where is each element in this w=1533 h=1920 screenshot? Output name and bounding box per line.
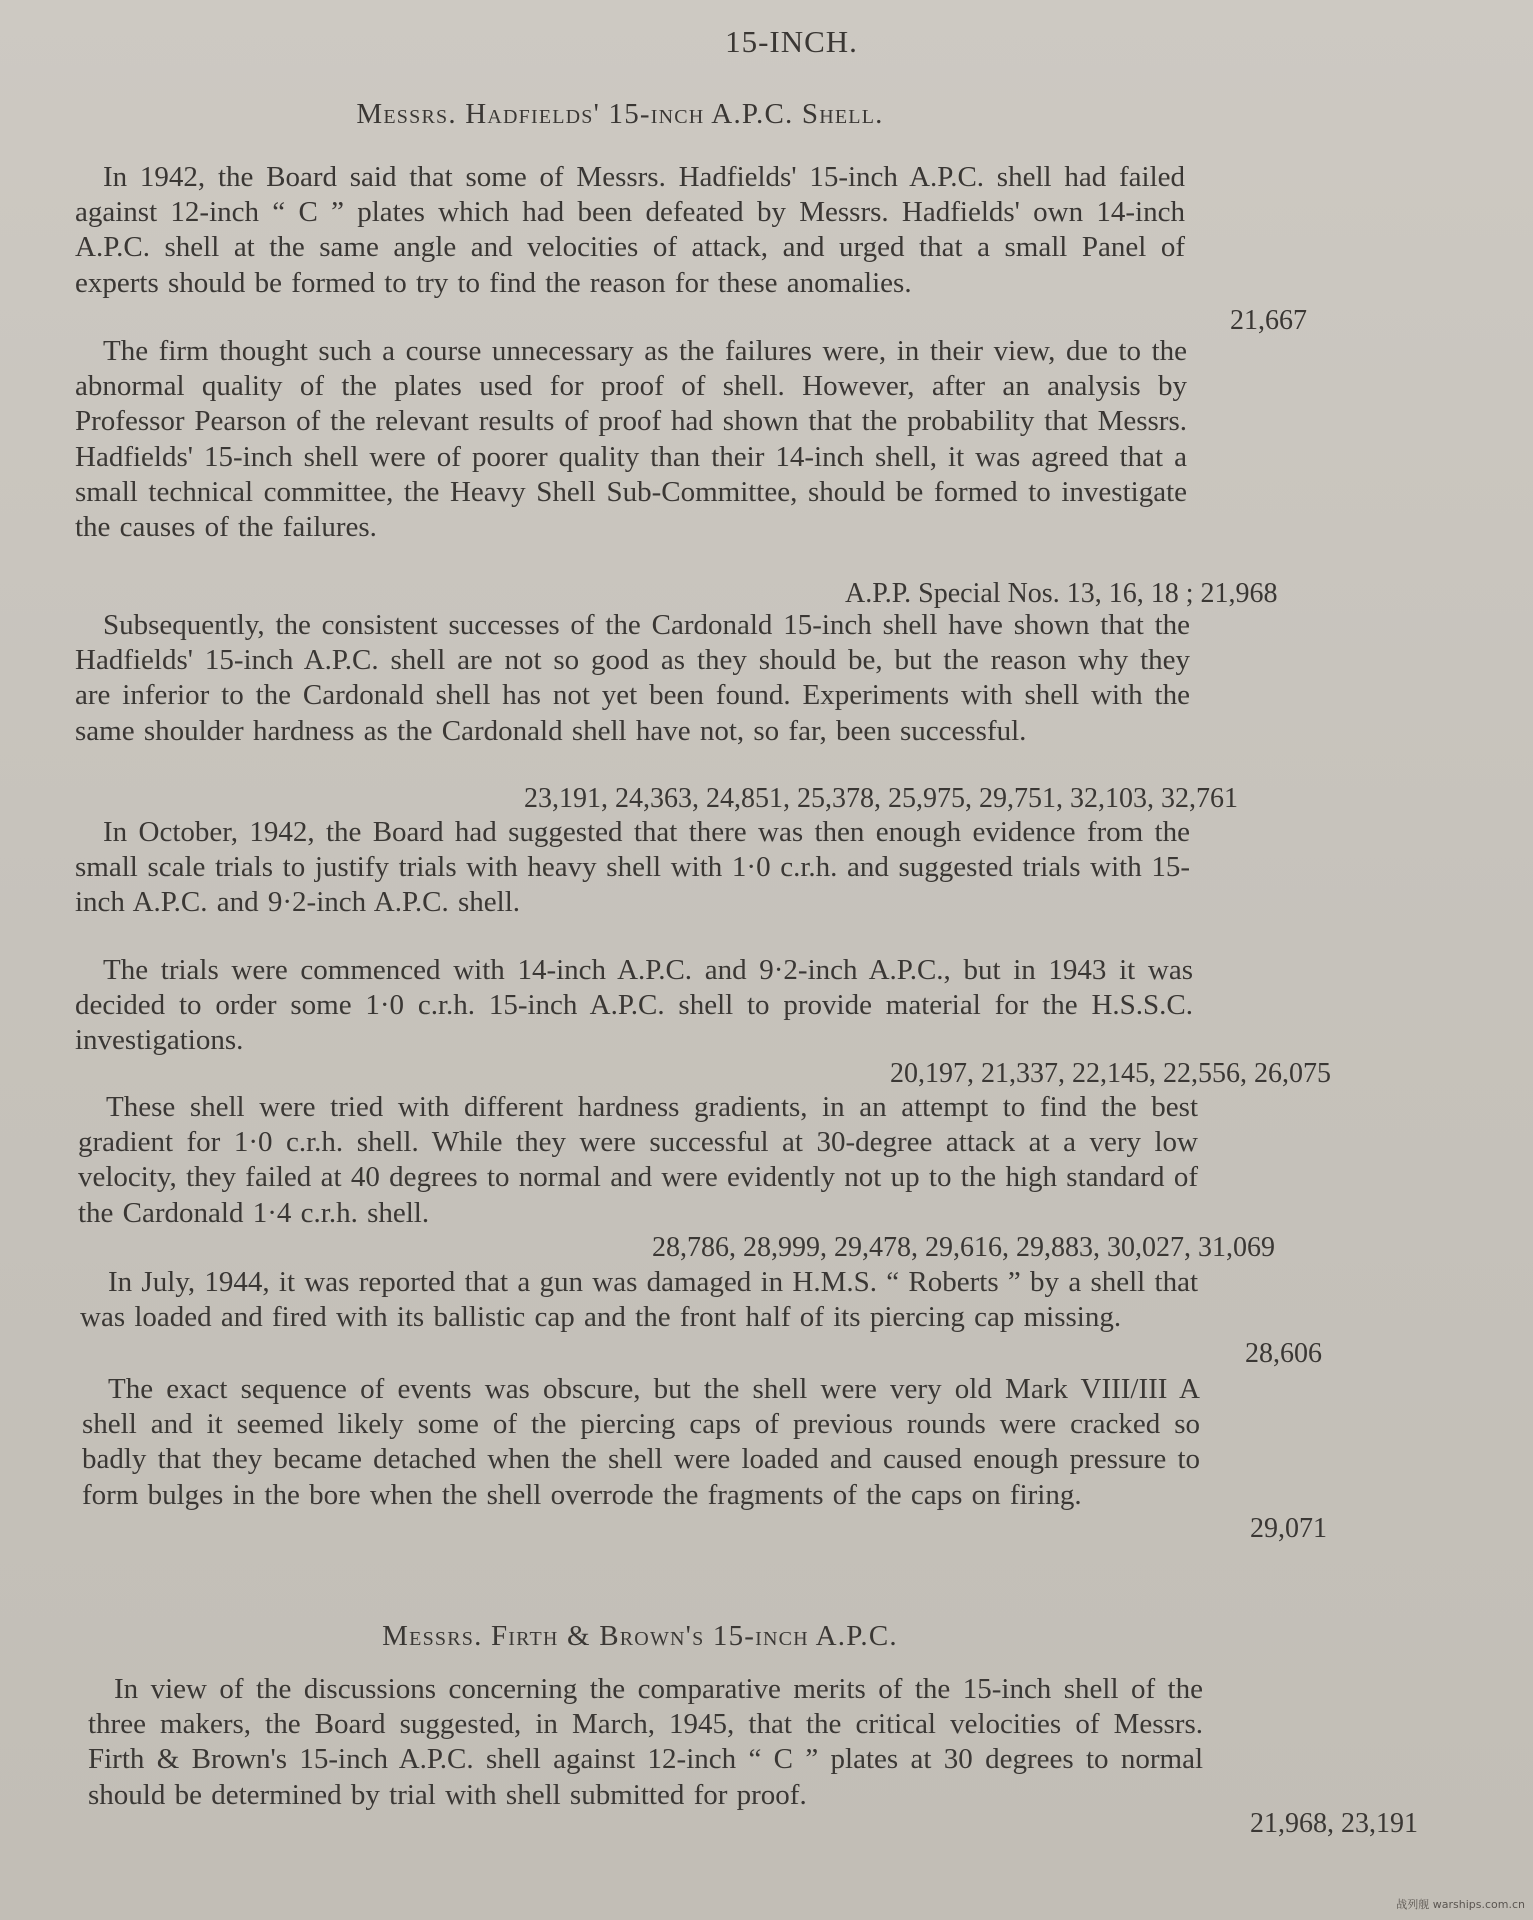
paragraph — [78, 1090, 1198, 1231]
reference-numbers: 28,786, 28,999, 29,478, 29,616, 29,883, 30,027, 31,069 — [652, 1232, 1275, 1263]
paragraph-text: The exact sequence of events was obscure, but the shell were very old Mark VIII/III A shell and it seemed likely some of the piercing caps of previous rounds were cracked so badly that they became detached when the shell were loaded and caused enough pressure to form bulges in the bore when the shell overrode the fragments of the caps on firing. — [82, 1373, 1200, 1511]
paragraph — [75, 815, 1190, 921]
section-title-hadfields: Messrs. Hadfields' 15-inch A.P.C. Shell. — [356, 98, 884, 130]
paragraph — [75, 334, 1187, 545]
paragraph — [80, 1265, 1198, 1335]
paragraph — [88, 1672, 1203, 1813]
page-header: 15-INCH. — [725, 24, 858, 59]
reference-numbers: 20,197, 21,337, 22,145, 22,556, 26,075 — [890, 1058, 1331, 1089]
paragraph — [82, 1372, 1200, 1513]
paragraph-text: In October, 1942, the Board had suggested that there was then enough evidence from the small scale trials to justify trials with heavy shell with 1·0 c.r.h. and suggested trials with 15-inch A.P.C. and 9·2-inch A.P.C. shell. — [75, 816, 1190, 919]
reference-numbers: A.P.P. Special Nos. 13, 16, 18 ; 21,968 — [845, 578, 1278, 609]
reference-numbers: 21,968, 23,191 — [1250, 1808, 1418, 1839]
paragraph-text: The trials were commenced with 14-inch A.P.C. and 9·2-inch A.P.C., but in 1943 it was decided to order some 1·0 c.r.h. 15-inch A.P.C. shell to provide material for the H.S.S.C. investigations. — [75, 954, 1193, 1057]
reference-numbers: 28,606 — [1245, 1338, 1322, 1369]
reference-numbers: 29,071 — [1250, 1513, 1327, 1544]
section-title-firth-brown: Messrs. Firth & Brown's 15-inch A.P.C. — [382, 1620, 898, 1652]
paragraph-text: Subsequently, the consistent successes of the Cardonald 15-inch shell have shown that the Hadfields' 15-inch A.P.C. shell are not so good as they should be, but the reason why they are inferior to the Cardonald shell has not yet been found. Experiments with shell with the same shoulder hardness as the Cardonald shell have not, so far, been successful. — [75, 609, 1190, 747]
watermark: 战列舰 warships.com.cn — [1396, 1898, 1525, 1911]
paragraph-text: In July, 1944, it was reported that a gun was damaged in H.M.S. “ Roberts ” by a shell that was loaded and fired with its ballistic cap and the front half of its piercing cap missing. — [80, 1266, 1198, 1334]
paragraph — [75, 953, 1193, 1059]
paragraph-text: In 1942, the Board said that some of Messrs. Hadfields' 15-inch A.P.C. shell had failed against 12-inch “ C ” plates which had been defeated by Messrs. Hadfields' own 14-inch A.P.C. shell at the same angle and velocities of attack, and urged that a small Panel of experts should be formed to try to find the reason for these anomalies. — [75, 161, 1185, 299]
reference-numbers: 23,191, 24,363, 24,851, 25,378, 25,975, 29,751, 32,103, 32,761 — [524, 783, 1238, 814]
paragraph-text: These shell were tried with different hardness gradients, in an attempt to find the best gradient for 1·0 c.r.h. shell. While they were successful at 30-degree attack at a very low velocity, they failed at 40 degrees to normal and were evidently not up to the high standard of the Cardonald 1·4 c.r.h. shell. — [78, 1091, 1198, 1229]
paragraph-text: In view of the discussions concerning the comparative merits of the 15-inch shell of the three makers, the Board suggested, in March, 1945, that the critical velocities of Messrs. Firth & Brown's 15-inch A.P.C. shell against 12-inch “ C ” plates at 30 degrees to normal should be determined by trial with shell submitted for proof. — [88, 1673, 1203, 1811]
reference-numbers: 21,667 — [1230, 305, 1307, 336]
paragraph — [75, 608, 1190, 749]
paragraph-text: The firm thought such a course unnecessary as the failures were, in their view, due to the abnormal quality of the plates used for proof of shell. However, after an analysis by Professor Pearson of the relevant results of proof had shown that the probability that Messrs. Hadfields' 15-inch shell were of poorer quality than their 14-inch shell, it was agreed that a small technical committee, the Heavy Shell Sub-Committee, should be formed to investigate the causes of the failures. — [75, 335, 1187, 544]
paragraph — [75, 160, 1185, 301]
